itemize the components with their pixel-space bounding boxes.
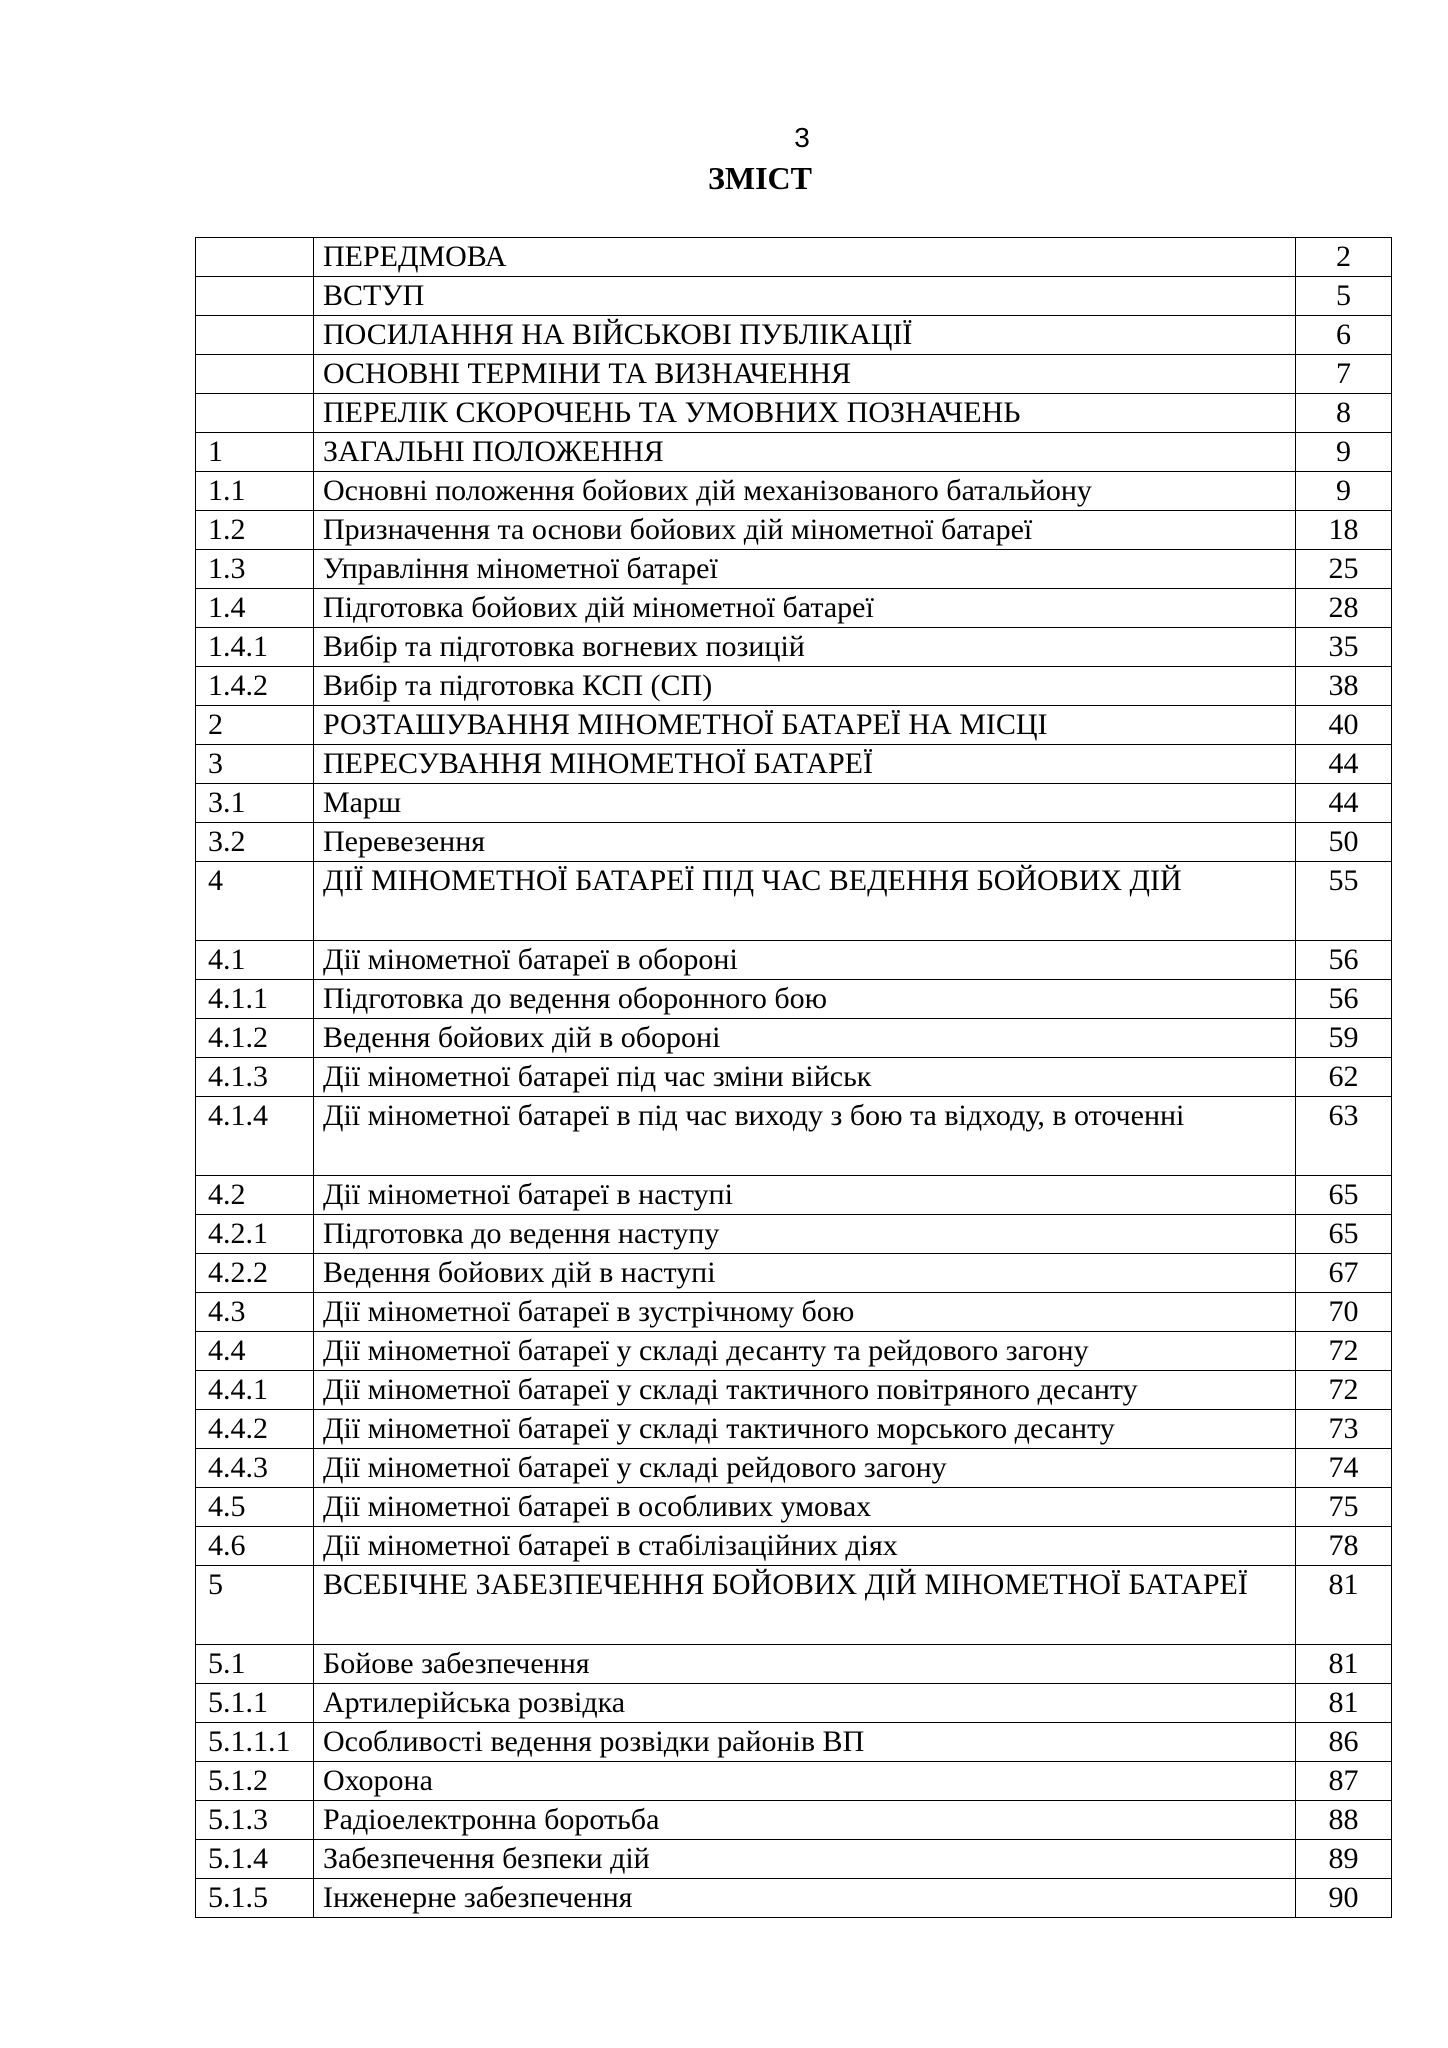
toc-section-number <box>196 277 314 316</box>
toc-section-title: ПОСИЛАННЯ НА ВІЙСЬКОВІ ПУБЛІКАЦІЇ <box>314 316 1296 355</box>
toc-row <box>196 355 1392 394</box>
toc-section-number: 4.5 <box>196 1488 314 1527</box>
toc-page-number: 81 <box>1296 1684 1392 1723</box>
toc-section-title: Марш <box>314 784 1296 823</box>
toc-section-title: Перевезення <box>314 823 1296 862</box>
toc-section-number: 1.4.2 <box>196 667 314 706</box>
toc-row <box>196 667 1392 706</box>
toc-page-number: 90 <box>1296 1879 1392 1918</box>
toc-row <box>196 1058 1392 1097</box>
toc-section-number: 4.1.3 <box>196 1058 314 1097</box>
toc-row <box>196 1019 1392 1058</box>
toc-section-number: 5.1.2 <box>196 1762 314 1801</box>
toc-section-number: 3 <box>196 745 314 784</box>
page-title: ЗМІСТ <box>708 160 812 196</box>
toc-row <box>196 1332 1392 1371</box>
toc-section-title: Дії мінометної батареї в обороні <box>314 941 1296 980</box>
toc-row <box>196 745 1392 784</box>
toc-row <box>196 511 1392 550</box>
toc-page-number: 35 <box>1296 628 1392 667</box>
toc-section-title: Дії мінометної батареї в наступі <box>314 1176 1296 1215</box>
toc-row <box>196 706 1392 745</box>
toc-page-number: 72 <box>1296 1371 1392 1410</box>
toc-page-number: 38 <box>1296 667 1392 706</box>
toc-row <box>196 1840 1392 1879</box>
toc-row <box>196 1645 1392 1684</box>
toc-page-number: 81 <box>1296 1566 1392 1645</box>
toc-row <box>196 862 1392 941</box>
toc-section-number: 5.1.3 <box>196 1801 314 1840</box>
toc-page-number: 67 <box>1296 1254 1392 1293</box>
toc-page-number: 56 <box>1296 941 1392 980</box>
toc-section-number: 4.1.2 <box>196 1019 314 1058</box>
toc-row <box>196 1684 1392 1723</box>
toc-section-number: 4.1 <box>196 941 314 980</box>
toc-section-title: Бойове забезпечення <box>314 1645 1296 1684</box>
toc-section-title: Вибір та підготовка вогневих позицій <box>314 628 1296 667</box>
toc-page-number: 40 <box>1296 706 1392 745</box>
toc-page-number: 59 <box>1296 1019 1392 1058</box>
toc-section-title: Вибір та підготовка КСП (СП) <box>314 667 1296 706</box>
toc-row <box>196 980 1392 1019</box>
toc-section-title: РОЗТАШУВАННЯ МІНОМЕТНОЇ БАТАРЕЇ НА МІСЦІ <box>314 706 1296 745</box>
toc-section-number: 4.4.3 <box>196 1449 314 1488</box>
toc-row <box>196 1566 1392 1645</box>
toc-page-number: 88 <box>1296 1801 1392 1840</box>
toc-section-title: ВСТУП <box>314 277 1296 316</box>
toc-page-number: 65 <box>1296 1215 1392 1254</box>
toc-section-title: Інженерне забезпечення <box>314 1879 1296 1918</box>
toc-section-number: 4.3 <box>196 1293 314 1332</box>
toc-page-number: 9 <box>1296 433 1392 472</box>
toc-section-number: 1.2 <box>196 511 314 550</box>
toc-section-title: Підготовка до ведення наступу <box>314 1215 1296 1254</box>
toc-section-number: 4 <box>196 862 314 941</box>
toc-section-title: Дії мінометної батареї у складі рейдового загону <box>314 1449 1296 1488</box>
toc-section-number: 2 <box>196 706 314 745</box>
toc-page-number: 62 <box>1296 1058 1392 1097</box>
toc-section-title: ПЕРЕДМОВА <box>314 238 1296 277</box>
toc-section-title: Управління мінометної батареї <box>314 550 1296 589</box>
page-number: 3 <box>794 122 810 153</box>
toc-row <box>196 1762 1392 1801</box>
toc-section-number: 1 <box>196 433 314 472</box>
toc-section-number: 4.1.4 <box>196 1097 314 1176</box>
toc-section-number: 4.2 <box>196 1176 314 1215</box>
toc-page-number: 72 <box>1296 1332 1392 1371</box>
toc-section-number: 5.1 <box>196 1645 314 1684</box>
toc-section-title: Дії мінометної батареї в зустрічному бою <box>314 1293 1296 1332</box>
toc-row <box>196 1371 1392 1410</box>
toc-section-title: ДІЇ МІНОМЕТНОЇ БАТАРЕЇ ПІД ЧАС ВЕДЕННЯ БОЙОВИХ ДІЙ <box>314 862 1296 941</box>
toc-page-number: 87 <box>1296 1762 1392 1801</box>
toc-row <box>196 784 1392 823</box>
toc-row <box>196 316 1392 355</box>
toc-page-number: 55 <box>1296 862 1392 941</box>
toc-page-number: 73 <box>1296 1410 1392 1449</box>
toc-section-title: Радіоелектронна боротьба <box>314 1801 1296 1840</box>
toc-page-number: 65 <box>1296 1176 1392 1215</box>
toc-section-number: 1.4.1 <box>196 628 314 667</box>
toc-row <box>196 277 1392 316</box>
toc-page-number: 44 <box>1296 745 1392 784</box>
toc-section-number: 3.2 <box>196 823 314 862</box>
toc-row <box>196 1215 1392 1254</box>
toc-section-number: 1.4 <box>196 589 314 628</box>
toc-section-number: 5.1.1.1 <box>196 1723 314 1762</box>
toc-row <box>196 1723 1392 1762</box>
toc-section-title: Дії мінометної батареї в під час виходу з бою та відходу, в оточенні <box>314 1097 1296 1176</box>
toc-page-number: 86 <box>1296 1723 1392 1762</box>
toc-row <box>196 1097 1392 1176</box>
toc-section-title: Дії мінометної батареї в стабілізаційних діях <box>314 1527 1296 1566</box>
toc-page-number: 44 <box>1296 784 1392 823</box>
toc-row <box>196 1176 1392 1215</box>
toc-row <box>196 1879 1392 1918</box>
toc-section-title: Ведення бойових дій в обороні <box>314 1019 1296 1058</box>
toc-row <box>196 550 1392 589</box>
toc-section-number: 3.1 <box>196 784 314 823</box>
toc-page-number: 18 <box>1296 511 1392 550</box>
toc-body <box>196 238 1392 1918</box>
toc-section-title: Артилерійська розвідка <box>314 1684 1296 1723</box>
toc-row <box>196 472 1392 511</box>
toc-section-title: ПЕРЕСУВАННЯ МІНОМЕТНОЇ БАТАРЕЇ <box>314 745 1296 784</box>
toc-section-number: 5.1.4 <box>196 1840 314 1879</box>
toc-row <box>196 433 1392 472</box>
toc-row <box>196 823 1392 862</box>
toc-page-number: 2 <box>1296 238 1392 277</box>
toc-page-number: 74 <box>1296 1449 1392 1488</box>
toc-section-title: ОСНОВНІ ТЕРМІНИ ТА ВИЗНАЧЕННЯ <box>314 355 1296 394</box>
toc-page-number: 89 <box>1296 1840 1392 1879</box>
toc-page-number: 81 <box>1296 1645 1392 1684</box>
toc-section-number: 1.1 <box>196 472 314 511</box>
toc-section-title: Призначення та основи бойових дій мінометної батареї <box>314 511 1296 550</box>
toc-section-number <box>196 316 314 355</box>
toc-section-title: Дії мінометної батареї в особливих умовах <box>314 1488 1296 1527</box>
toc-row <box>196 589 1392 628</box>
toc-section-number: 4.1.1 <box>196 980 314 1019</box>
toc-section-title: Охорона <box>314 1762 1296 1801</box>
toc-page-number: 70 <box>1296 1293 1392 1332</box>
toc-section-number: 4.4.2 <box>196 1410 314 1449</box>
toc-section-title: Дії мінометної батареї під час зміни військ <box>314 1058 1296 1097</box>
toc-row <box>196 941 1392 980</box>
toc-section-number: 5.1.1 <box>196 1684 314 1723</box>
toc-row <box>196 1410 1392 1449</box>
toc-section-number: 1.3 <box>196 550 314 589</box>
toc-page-number: 9 <box>1296 472 1392 511</box>
toc-section-title: ВСЕБІЧНЕ ЗАБЕЗПЕЧЕННЯ БОЙОВИХ ДІЙ МІНОМЕТНОЇ БАТАРЕЇ <box>314 1566 1296 1645</box>
toc-section-number: 4.6 <box>196 1527 314 1566</box>
toc-page-number: 25 <box>1296 550 1392 589</box>
toc-row <box>196 628 1392 667</box>
toc-row <box>196 1527 1392 1566</box>
toc-section-number: 4.2.2 <box>196 1254 314 1293</box>
toc-section-number <box>196 238 314 277</box>
toc-section-title: Ведення бойових дій в наступі <box>314 1254 1296 1293</box>
toc-page-number: 7 <box>1296 355 1392 394</box>
toc-section-number: 5.1.5 <box>196 1879 314 1918</box>
toc-row <box>196 1254 1392 1293</box>
toc-page-number: 78 <box>1296 1527 1392 1566</box>
toc-page-number: 63 <box>1296 1097 1392 1176</box>
toc-row <box>196 1293 1392 1332</box>
toc-page-number: 28 <box>1296 589 1392 628</box>
toc-section-number <box>196 394 314 433</box>
toc-row <box>196 1801 1392 1840</box>
toc-section-number: 4.2.1 <box>196 1215 314 1254</box>
toc-page-number: 75 <box>1296 1488 1392 1527</box>
toc-section-number <box>196 355 314 394</box>
toc-section-title: Забезпечення безпеки дій <box>314 1840 1296 1879</box>
toc-page-number: 56 <box>1296 980 1392 1019</box>
toc-section-title: ЗАГАЛЬНІ ПОЛОЖЕННЯ <box>314 433 1296 472</box>
toc-section-title: Основні положення бойових дій механізованого батальйону <box>314 472 1296 511</box>
toc-page-number: 8 <box>1296 394 1392 433</box>
toc-section-number: 4.4 <box>196 1332 314 1371</box>
toc-section-number: 5 <box>196 1566 314 1645</box>
toc-section-title: Дії мінометної батареї у складі тактичного повітряного десанту <box>314 1371 1296 1410</box>
toc-section-title: Підготовка до ведення оборонного бою <box>314 980 1296 1019</box>
table-of-contents <box>195 237 1392 1918</box>
toc-section-number: 4.4.1 <box>196 1371 314 1410</box>
toc-section-title: Особливості ведення розвідки районів ВП <box>314 1723 1296 1762</box>
toc-section-title: ПЕРЕЛІК СКОРОЧЕНЬ ТА УМОВНИХ ПОЗНАЧЕНЬ <box>314 394 1296 433</box>
toc-row <box>196 1449 1392 1488</box>
toc-page-number: 6 <box>1296 316 1392 355</box>
toc-page-number: 5 <box>1296 277 1392 316</box>
toc-page-number: 50 <box>1296 823 1392 862</box>
toc-row <box>196 394 1392 433</box>
toc-section-title: Дії мінометної батареї у складі десанту та рейдового загону <box>314 1332 1296 1371</box>
toc-section-title: Підготовка бойових дій мінометної батареї <box>314 589 1296 628</box>
toc-row <box>196 1488 1392 1527</box>
toc-row <box>196 238 1392 277</box>
toc-section-title: Дії мінометної батареї у складі тактичного морського десанту <box>314 1410 1296 1449</box>
